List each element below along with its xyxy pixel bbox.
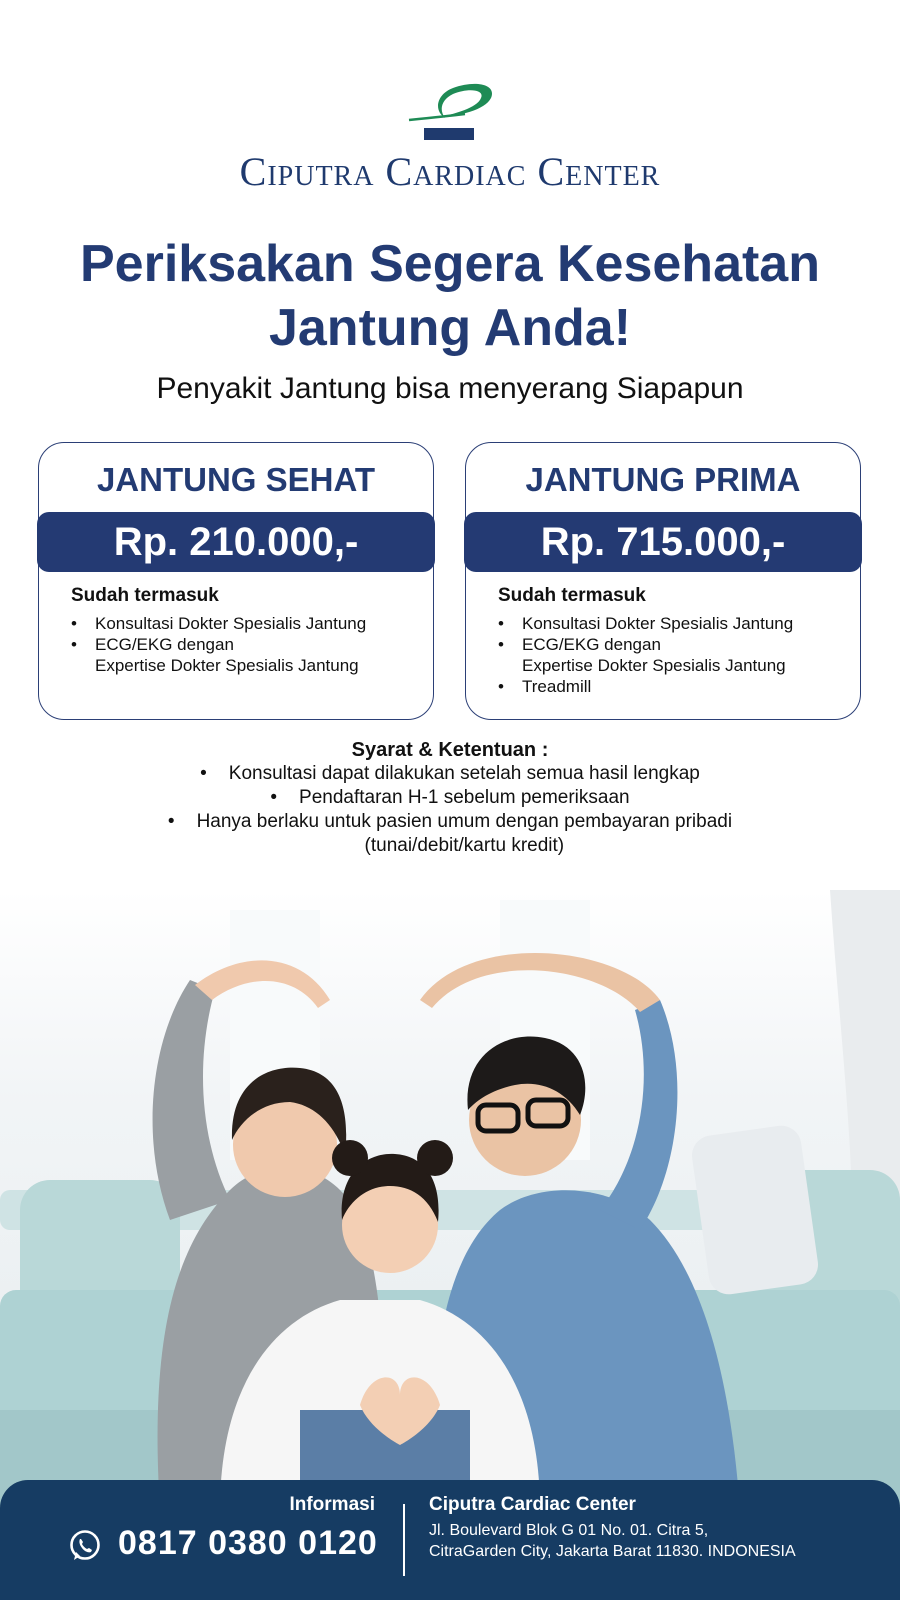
list-item: • Konsultasi Dokter Spesialis Jantung [498, 614, 794, 633]
included-label: Sudah termasuk [498, 585, 646, 606]
bullet-icon: • [498, 677, 504, 696]
terms-and-conditions [50, 738, 850, 858]
package-card-jantung-sehat [38, 442, 434, 720]
brand-name: Ciputra Cardiac Center [239, 149, 661, 194]
address-name: Ciputra Cardiac Center [429, 1494, 636, 1515]
bullet-icon: • [167, 811, 175, 832]
page-title: Periksakan Segera Kesehatan Jantung Anda! [80, 235, 820, 357]
terms-item: • Konsultasi dapat dilakukan setelah semua hasil lengkap [200, 763, 700, 784]
bullet-icon: • [71, 614, 77, 633]
terms-item: • Pendaftaran H-1 sebelum pemeriksaan [270, 787, 630, 808]
package-price: Rp. 210.000,- [37, 512, 435, 572]
bullet-icon: • [498, 635, 504, 654]
included-list [498, 613, 793, 697]
package-price: Rp. 715.000,- [464, 512, 862, 572]
contact-footer [0, 1480, 900, 1600]
list-item: • Treadmill [498, 677, 592, 696]
footer-divider [403, 1504, 405, 1576]
package-title: JANTUNG PRIMA [525, 461, 801, 498]
info-label: Informasi [289, 1494, 375, 1515]
heart-swoosh-logo-icon [405, 80, 495, 142]
family-heart-photo [0, 890, 900, 1510]
bullet-icon: • [498, 614, 504, 633]
phone-number-link[interactable]: 0817 0380 0120 [118, 1524, 378, 1562]
terms-item: • Hanya berlaku untuk pasien umum dengan pembayaran pribadi (tunai/debit/kartu kredit) [167, 811, 733, 856]
list-item: • ECG/EKG dengan Expertise Dokter Spesialis Jantung [71, 635, 359, 675]
package-card-jantung-prima [465, 442, 861, 720]
brand-logo [0, 80, 900, 195]
package-title: JANTUNG SEHAT [96, 461, 376, 498]
bullet-icon: • [200, 763, 207, 784]
address-lines: Jl. Boulevard Blok G 01 No. 01. Citra 5, CitraGarden City, Jakarta Barat 11830. INDONESIA [429, 1522, 796, 1560]
list-item: • Konsultasi Dokter Spesialis Jantung [71, 614, 367, 633]
whatsapp-icon[interactable] [68, 1529, 102, 1563]
bullet-icon: • [71, 635, 77, 654]
included-label: Sudah termasuk [71, 585, 219, 606]
included-list [71, 613, 366, 676]
bullet-icon: • [270, 787, 278, 808]
page-subtitle: Penyakit Jantung bisa menyerang Siapapun [156, 372, 744, 405]
terms-title: Syarat & Ketentuan : [351, 739, 549, 761]
list-item: • ECG/EKG dengan Expertise Dokter Spesialis Jantung [498, 635, 786, 675]
